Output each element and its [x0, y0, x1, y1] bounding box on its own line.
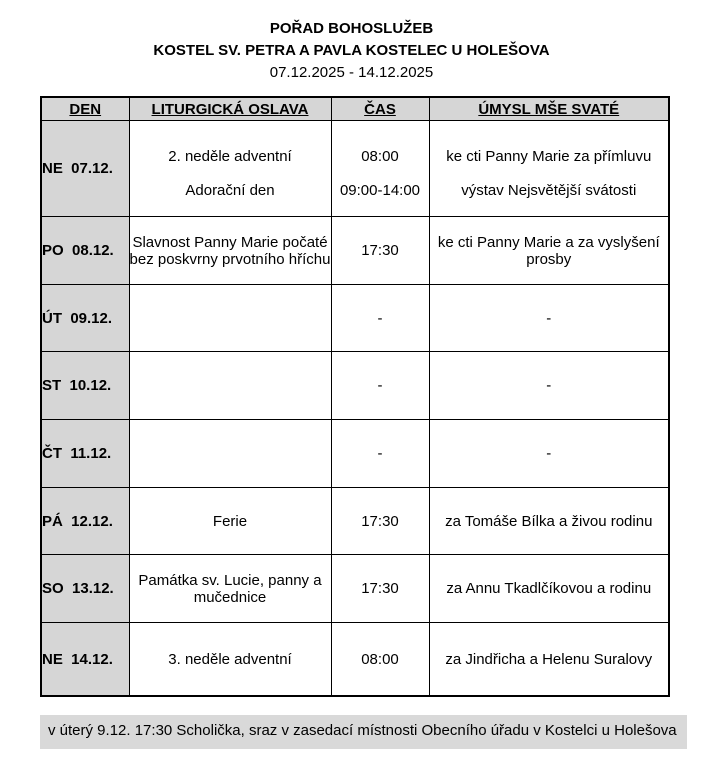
day-cell: ČT 11.12. [41, 420, 129, 488]
time-line: 08:00 [361, 148, 399, 165]
day-cell: NE 14.12. [41, 623, 129, 697]
time-cell [331, 121, 429, 217]
intention-cell: za Jindřicha a Helenu Suralovy [429, 623, 669, 697]
intention-cell: - [429, 285, 669, 352]
intention-cell: - [429, 352, 669, 420]
table-row [41, 623, 669, 697]
document-header [0, 0, 703, 84]
time-cell: 17:30 [331, 217, 429, 285]
day-cell: ÚT 09.12. [41, 285, 129, 352]
time-cell: - [331, 352, 429, 420]
intention-cell: za Tomáše Bílka a živou rodinu [429, 488, 669, 555]
intention-line: ke cti Panny Marie za přímluvu [446, 148, 652, 165]
date-range: 07.12.2025 - 14.12.2025 [269, 63, 434, 81]
day-cell: PO 08.12. [41, 217, 129, 285]
time-cell: 17:30 [331, 488, 429, 555]
table-row [41, 121, 669, 217]
table-row [41, 285, 669, 352]
time-cell: 17:30 [331, 555, 429, 623]
table-row [41, 352, 669, 420]
col-header-cas: ČAS [331, 97, 429, 121]
table-header-row [41, 97, 669, 121]
celebration-line: 2. neděle adventní [168, 148, 292, 165]
day-cell: PÁ 12.12. [41, 488, 129, 555]
table-row [41, 217, 669, 285]
celebration-cell: Slavnost Panny Marie počaté bez poskvrny prvotního hříchu [129, 217, 331, 285]
celebration-cell [129, 352, 331, 420]
intention-line: výstav Nejsvětější svátosti [461, 182, 637, 199]
celebration-cell [129, 121, 331, 217]
intention-cell: za Annu Tkadlčíkovou a rodinu [429, 555, 669, 623]
col-header-den: DEN [41, 97, 129, 121]
intention-cell: ke cti Panny Marie a za vyslyšení prosby [429, 217, 669, 285]
table-row [41, 488, 669, 555]
footer-note: v úterý 9.12. 17:30 Scholička, sraz v zasedací místnosti Obecního úřadu v Kostelci u Holešova [40, 715, 687, 749]
table-row [41, 420, 669, 488]
time-cell: - [331, 285, 429, 352]
celebration-cell: Památka sv. Lucie, panny a mučednice [129, 555, 331, 623]
time-line: 09:00-14:00 [339, 182, 421, 199]
celebration-cell [129, 420, 331, 488]
intention-cell: - [429, 420, 669, 488]
page-title: POŘAD BOHOSLUŽEB [269, 20, 434, 37]
celebration-cell [129, 285, 331, 352]
col-header-oslava: LITURGICKÁ OSLAVA [129, 97, 331, 121]
intention-cell [429, 121, 669, 217]
col-header-umysl: ÚMYSL MŠE SVATÉ [429, 97, 669, 121]
table-row [41, 555, 669, 623]
time-cell: - [331, 420, 429, 488]
day-cell: NE 07.12. [41, 121, 129, 217]
day-cell: SO 13.12. [41, 555, 129, 623]
time-cell: 08:00 [331, 623, 429, 697]
schedule-table [40, 96, 670, 697]
celebration-line: Adorační den [185, 182, 275, 199]
celebration-cell: 3. neděle adventní [129, 623, 331, 697]
celebration-cell: Ferie [129, 488, 331, 555]
church-name: KOSTEL SV. PETRA A PAVLA KOSTELEC U HOLEŠOVA [153, 41, 550, 59]
day-cell: ST 10.12. [41, 352, 129, 420]
